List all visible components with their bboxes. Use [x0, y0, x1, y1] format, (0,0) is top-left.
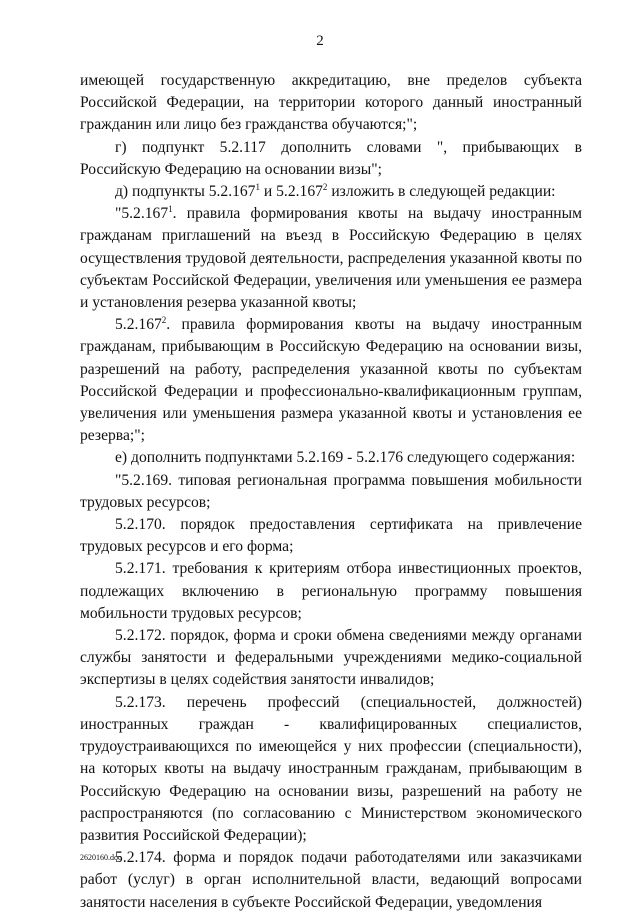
text-fragment: . правила формирования квоты на выдачу иностранным гражданам, прибывающим в Российскую Федерацию на основании визы, разрешений на работу, распределения указанной квоты по субъектам Российской Федерации и профессионально-квалификационным группам, увеличения или уменьшения размера указанной квоты и установления ее резерва;";: [80, 316, 582, 445]
paragraph-5-2-167-2: [80, 314, 582, 447]
text-fragment: д) подпункты 5.2.167: [115, 183, 256, 201]
superscript-index: 1: [255, 182, 260, 193]
document-file-code: 2620160.doc: [80, 853, 122, 862]
paragraph-item-e: е) дополнить подпунктами 5.2.169 - 5.2.176 следующего содержания:: [115, 449, 576, 467]
paragraph-5-2-173: 5.2.173. перечень профессий (специальностей, должностей) иностранных граждан - квалифицированных специалистов, трудоустраивающихся по имеющейся у них профессии (специальности), на которых квоты на выдачу иностранным гражданам, прибывающим в Российскую Федерацию на основании визы, разрешений на работу не распространяются (по согласованию с Министерством экономического развития Российской Федерации);: [80, 693, 582, 844]
text-fragment: "5.2.167: [115, 205, 169, 223]
superscript-index: 2: [161, 315, 167, 326]
paragraph-5-2-167-1: [80, 203, 582, 314]
paragraph-5-2-170: 5.2.170. порядок предоставления сертификата на привлечение трудовых ресурсов и его форма;: [80, 516, 582, 556]
paragraph-5-2-174: 5.2.174. форма и порядок подачи работодателями или заказчиками работ (услуг) в орган исполнительной власти, ведающий вопросами занятости населения в субъекте Российской Федерации, уведомления: [80, 849, 582, 911]
superscript-index: 2: [322, 182, 328, 193]
paragraph-accreditation-end: имеющей государственную аккредитацию, вне пределов субъекта Российской Федерации, на территории которого данный иностранный гражданин или лицо без гражданства обучаются;";: [80, 72, 582, 134]
paragraph-5-2-171: 5.2.171. требования к критериям отбора инвестиционных проектов, подлежащих включению в региональную программу повышения мобильности трудовых ресурсов;: [80, 560, 582, 622]
text-fragment: и 5.2.167: [259, 183, 323, 201]
page-number: 2: [316, 33, 324, 49]
paragraph-5-2-172: 5.2.172. порядок, форма и сроки обмена сведениями между органами службы занятости и федеральными учреждениями медико-социальной экспертизы в целях содействия занятости инвалидов;: [80, 627, 582, 689]
superscript-index: 1: [168, 204, 173, 215]
paragraph-5-2-169: "5.2.169. типовая региональная программа повышения мобильности трудовых ресурсов;: [80, 471, 582, 511]
paragraph-item-g: г) подпункт 5.2.117 дополнить словами ", прибывающих в Российскую Федерацию на основании визы";: [80, 138, 582, 178]
text-fragment: . правила формирования квоты на выдачу иностранным гражданам приглашений на въезд в Российскую Федерацию в целях осуществления трудовой деятельности, распределения указанной квоты по субъектам Российской Федерации, увеличения или уменьшения ее размера и установления резерва указанной квоты;: [80, 205, 582, 312]
text-fragment: изложить в следующей редакции:: [327, 183, 556, 201]
paragraph-item-d: [80, 181, 582, 203]
text-fragment: 5.2.167: [115, 316, 162, 334]
document-body: [80, 70, 582, 914]
